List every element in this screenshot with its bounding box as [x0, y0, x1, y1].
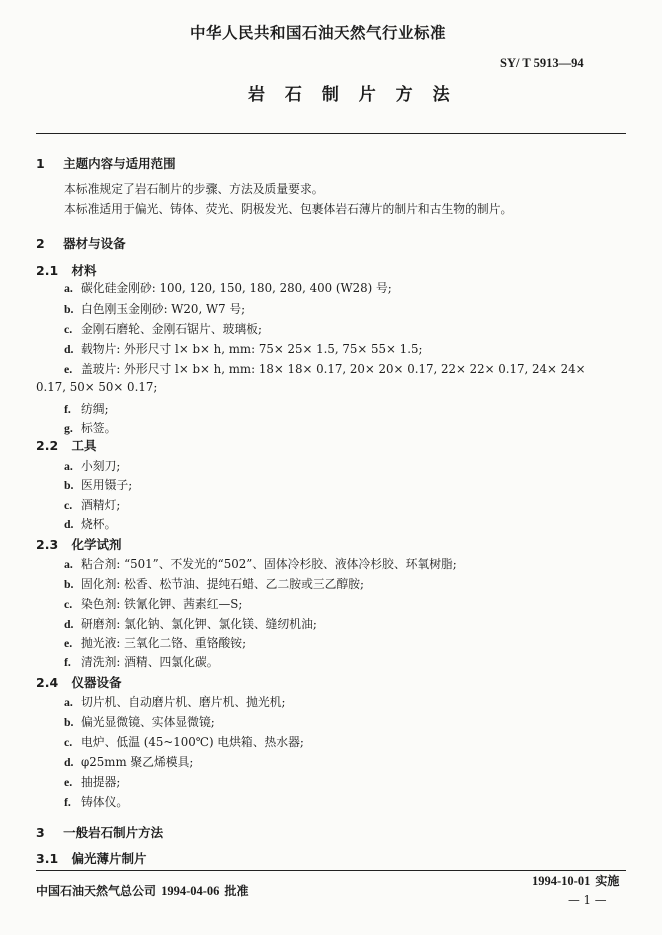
- item-text: 医用镊子;: [81, 478, 133, 492]
- header-rule: [36, 133, 626, 134]
- list-item: [64, 360, 586, 377]
- list-item-continuation: [36, 380, 157, 394]
- item-label: d.: [64, 342, 74, 356]
- list-item: [64, 419, 116, 436]
- list-item: [64, 279, 392, 296]
- list-item: [64, 476, 132, 493]
- section-number: 1: [36, 156, 45, 171]
- section-title: 主题内容与适用范围: [63, 156, 176, 171]
- list-item: [64, 793, 128, 810]
- subsection-number: 2.1: [36, 263, 59, 278]
- section-3-heading: [36, 823, 163, 841]
- subsection-number: 3.1: [36, 851, 59, 866]
- item-label: e.: [64, 775, 73, 789]
- item-label: c.: [64, 498, 73, 512]
- item-label: c.: [64, 322, 73, 336]
- item-label: b.: [64, 715, 74, 729]
- item-text: 酒精灯;: [81, 498, 121, 512]
- subsection-title: 化学试剂: [71, 537, 122, 552]
- effective-line: [532, 870, 619, 889]
- item-text: 固化剂: 松香、松节油、提纯石蜡、乙二胺或三乙醇胺;: [81, 577, 365, 591]
- item-label: a.: [64, 695, 73, 709]
- list-item: [64, 733, 304, 750]
- subsection-2-4-heading: [36, 673, 122, 691]
- list-item: [64, 300, 245, 317]
- issuer-title: 中华人民共和国石油天然气行业标准: [190, 24, 447, 42]
- subsection-2-1-heading: [36, 261, 97, 279]
- subsection-number: 2.2: [36, 438, 59, 453]
- section-title: 器材与设备: [63, 236, 126, 251]
- subsection-2-2-heading: [36, 436, 97, 454]
- effective-date: 1994-10-01: [532, 874, 591, 888]
- list-item: [64, 773, 120, 790]
- section-number: 2: [36, 236, 45, 251]
- item-label: f.: [64, 402, 71, 416]
- item-label: a.: [64, 557, 73, 571]
- item-text: 偏光显微镜、实体显微镜;: [81, 715, 215, 729]
- item-text: 清洗剂: 酒精、四氯化碳。: [81, 655, 219, 669]
- item-label: c.: [64, 597, 73, 611]
- item-label: d.: [64, 617, 74, 631]
- subsection-number: 2.4: [36, 675, 59, 690]
- approval-line: [36, 880, 249, 899]
- approve-suffix: 批准: [224, 884, 249, 898]
- list-item: [64, 575, 364, 592]
- item-text: 铸体仪。: [81, 795, 129, 809]
- item-text: 载物片: 外形尺寸 l× b× h, mm: 75× 25× 1.5, 75× 55× 1.5;: [81, 342, 423, 356]
- page-number: — 1 —: [568, 893, 607, 907]
- standard-code: SY/ T 5913—94: [500, 56, 584, 70]
- item-text: 白色刚玉金刚砂: W20, W7 号;: [81, 302, 246, 316]
- section-title: 一般岩石制片方法: [63, 825, 164, 840]
- item-text: 盖玻片: 外形尺寸 l× b× h, mm: 18× 18× 0.17, 20× 20× 0.17, 22× 22× 0.17, 24× 24×: [81, 362, 586, 376]
- item-label: b.: [64, 302, 74, 316]
- item-text: 小刻刀;: [81, 459, 121, 473]
- item-text: 电炉、低温 (45~100℃) 电烘箱、热水器;: [81, 735, 304, 749]
- section-number: 3: [36, 825, 45, 840]
- subsection-title: 工具: [71, 438, 97, 453]
- section-2-heading: [36, 234, 126, 252]
- item-text: 抛光液: 三氧化二铬、重铬酸铵;: [81, 636, 247, 650]
- item-text: 碳化硅金刚砂: 100, 120, 150, 180, 280, 400 (W28) 号;: [81, 281, 392, 295]
- subsection-title: 偏光薄片制片: [71, 851, 147, 866]
- item-text: 抽提器;: [81, 775, 121, 789]
- subsection-number: 2.3: [36, 537, 59, 552]
- paragraph: 本标准适用于偏光、铸体、荧光、阴极发光、包裹体岩石薄片的制片和古生物的制片。: [64, 202, 513, 216]
- subsection-title: 仪器设备: [71, 675, 122, 690]
- paragraph: 本标准规定了岩石制片的步骤、方法及质量要求。: [64, 182, 324, 196]
- approver: 中国石油天然气总公司: [36, 884, 157, 898]
- subsection-title: 材料: [71, 263, 97, 278]
- item-label: e.: [64, 362, 73, 376]
- list-item: [64, 320, 262, 337]
- list-item: [64, 496, 120, 513]
- list-item: [64, 615, 317, 632]
- list-item: [64, 400, 109, 417]
- item-text: 粘合剂: “501”、不发光的“502”、固体冷杉胶、液体冷杉胶、环氧树脂;: [81, 557, 457, 571]
- list-item: [64, 555, 457, 572]
- list-item: [64, 693, 286, 710]
- item-text: 标签。: [81, 421, 117, 435]
- item-text: 研磨剂: 氯化钠、氯化钾、氯化镁、缝纫机油;: [81, 617, 317, 631]
- approve-date: 1994-04-06: [161, 884, 220, 898]
- subsection-3-1-heading: [36, 849, 147, 867]
- effective-suffix: 实施: [595, 874, 620, 888]
- item-label: f.: [64, 795, 71, 809]
- item-label: f.: [64, 655, 71, 669]
- item-label: a.: [64, 459, 73, 473]
- item-text: 烧杯。: [81, 517, 117, 531]
- item-label: e.: [64, 636, 73, 650]
- item-label: b.: [64, 577, 74, 591]
- section-1-heading: [36, 154, 176, 172]
- item-label: d.: [64, 755, 74, 769]
- item-text: 切片机、自动磨片机、磨片机、抛光机;: [81, 695, 286, 709]
- document-title: 岩 石 制 片 方 法: [248, 85, 457, 105]
- list-item: [64, 753, 193, 770]
- item-text: 金刚石磨轮、金刚石锯片、玻璃板;: [81, 322, 262, 336]
- item-text: φ25mm 聚乙烯模具;: [81, 755, 194, 769]
- item-label: d.: [64, 517, 74, 531]
- list-item: [64, 713, 215, 730]
- item-label: g.: [64, 421, 73, 435]
- item-text: 0.17, 50× 50× 0.17;: [36, 380, 158, 394]
- list-item: [64, 457, 120, 474]
- list-item: [64, 653, 219, 670]
- list-item: [64, 515, 116, 532]
- item-text: 染色剂: 铁氰化钾、茜素红—S;: [81, 597, 243, 611]
- item-label: a.: [64, 281, 73, 295]
- list-item: [64, 340, 422, 357]
- subsection-2-3-heading: [36, 535, 122, 553]
- item-text: 纺绸;: [81, 402, 109, 416]
- item-label: c.: [64, 735, 73, 749]
- list-item: [64, 634, 246, 651]
- item-label: b.: [64, 478, 74, 492]
- list-item: [64, 595, 242, 612]
